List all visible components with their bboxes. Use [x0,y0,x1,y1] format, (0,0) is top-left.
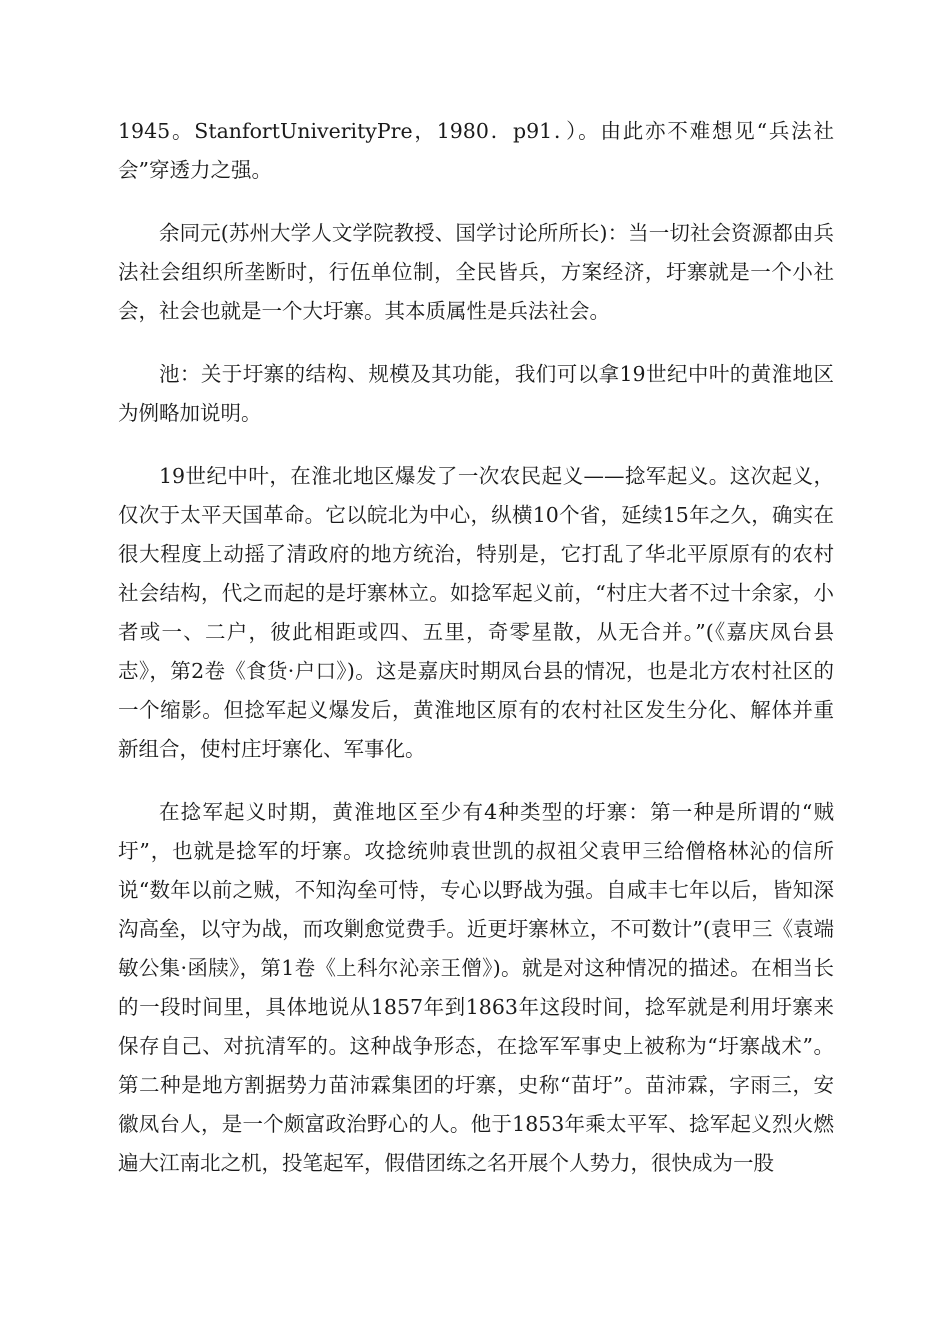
paragraph-2: 余同元(苏州大学人文学院教授、国学讨论所所长)：当一切社会资源都由兵法社会组织所垄断时，行伍单位制，全民皆兵，方案经济，圩寨就是一个小社会，社会也就是一个大圩寨。其本质属性是兵法社会。 [118,221,834,323]
paragraph-4: 19世纪中叶，在淮北地区爆发了一次农民起义——捻军起义。这次起义，仅次于太平天国革命。它以皖北为中心，纵横10个省，延续15年之久，确实在很大程度上动摇了清政府的地方统治，特别是，它打乱了华北平原原有的农村社会结构，代之而起的是圩寨林立。如捻军起义前，“村庄大者不过十余家，小者或一、二户，彼此相距或四、五里，奇零星散，从无合并。”(《嘉庆凤台县志》，第2卷《食货·户口》)。这是嘉庆时期凤台县的情况，也是北方农村社区的一个缩影。但捻军起义爆发后，黄淮地区原有的农村社区发生分化、解体并重新组合，使村庄圩寨化、军事化。 [118,464,834,761]
paragraph-5: 在捻军起义时期，黄淮地区至少有4种类型的圩寨：第一种是所谓的“贼圩”，也就是捻军的圩寨。攻捻统帅袁世凯的叔祖父袁甲三给僧格林沁的信所说“数年以前之贼，不知沟垒可恃，专心以野战为强。自咸丰七年以后，皆知深沟高垒，以守为战，而攻剿愈觉费手。近更圩寨林立，不可数计”(袁甲三《袁端敏公集·函牍》，第1卷《上科尔沁亲王僧》)。就是对这种情况的描述。在相当长的一段时间里，具体地说从1857年到1863年这段时间，捻军就是利用圩寨来保存自己、对抗清军的。这种战争形态，在捻军军事史上被称为“圩寨战术”。第二种是地方割据势力苗沛霖集团的圩寨，史称“苗圩”。苗沛霖，字雨三，安徽凤台人，是一个颇富政治野心的人。他于1853年乘太平军、捻军起义烈火燃遍大江南北之机，投笔起军，假借团练之名开展个人势力，很快成为一股 [118,800,834,1175]
paragraph-1: 1945。StanfortUniverityPre，1980．p91．）。由此亦不难想见“兵法社会”穿透力之强。 [118,119,834,182]
paragraph-3: 池：关于圩寨的结构、规模及其功能，我们可以拿19世纪中叶的黄淮地区为例略加说明。 [118,362,834,425]
document-body [118,112,834,1183]
